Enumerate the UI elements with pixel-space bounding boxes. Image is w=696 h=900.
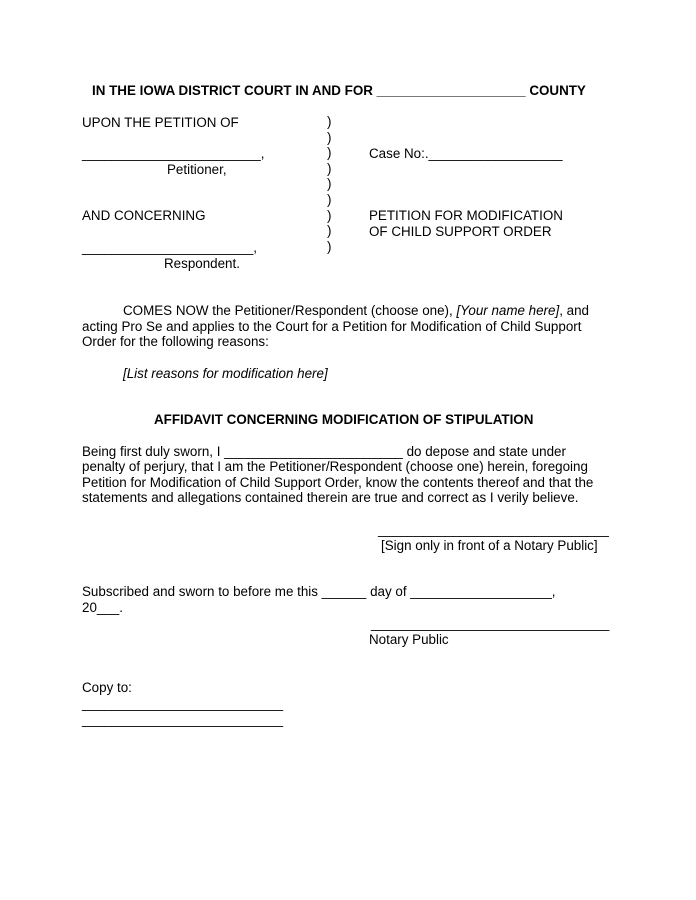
- comes-now-line-3: Order for the following reasons:: [82, 334, 269, 349]
- affidavit-line-4: statements and allegations contained therein are true and correct as I verily believe.: [82, 490, 579, 505]
- affidavit-line-1: Being first duly sworn, I ________________________ do depose and state under: [82, 444, 566, 459]
- comes-now-and: , and: [559, 303, 589, 318]
- respondent-label: Respondent.: [164, 256, 240, 271]
- document-title-line-2: OF CHILD SUPPORT ORDER: [369, 224, 552, 239]
- subscribed-line-1: Subscribed and sworn to before me this ______ day of ___________________,: [82, 584, 556, 599]
- comes-now-text: COMES NOW the Petitioner/Respondent (choose one),: [123, 303, 453, 318]
- signature-label: [Sign only in front of a Notary Public]: [381, 538, 598, 553]
- copy-to-line-1[interactable]: ___________________________: [82, 696, 284, 711]
- comes-now-line-1: [123, 303, 589, 319]
- copy-to-label: Copy to:: [82, 680, 132, 695]
- and-concerning-label: AND CONCERNING: [82, 208, 206, 223]
- reasons-placeholder[interactable]: [List reasons for modification here]: [123, 366, 328, 381]
- petitioner-name-line[interactable]: ________________________,: [82, 146, 265, 161]
- affidavit-line-3: Petition for Modification of Child Support Order, know the contents thereof and that the: [82, 475, 594, 490]
- caption-parentheses: ) ) ) ) ) ) ) ) ): [327, 114, 332, 254]
- signature-line[interactable]: _______________________________: [378, 522, 609, 537]
- upon-petition-label: UPON THE PETITION OF: [82, 115, 239, 130]
- case-number-field[interactable]: Case No:.__________________: [369, 146, 563, 161]
- document-title-line-1: PETITION FOR MODIFICATION: [369, 208, 563, 223]
- copy-to-line-2[interactable]: ___________________________: [82, 712, 284, 727]
- notary-signature-line[interactable]: ________________________________: [371, 616, 610, 631]
- subscribed-line-2: 20___.: [82, 600, 123, 615]
- court-header-title: IN THE IOWA DISTRICT COURT IN AND FOR ____________________ COUNTY: [92, 83, 586, 98]
- affidavit-line-2: penalty of perjury, that I am the Petitioner/Respondent (choose one) herein, foregoing: [82, 459, 588, 474]
- comes-now-line-2: acting Pro Se and applies to the Court for a Petition for Modification of Child Support: [82, 319, 582, 334]
- your-name-placeholder[interactable]: [Your name here]: [456, 303, 560, 318]
- respondent-name-line[interactable]: _______________________,: [82, 240, 258, 255]
- notary-public-label: Notary Public: [369, 632, 449, 647]
- petitioner-label: Petitioner,: [167, 162, 227, 177]
- affidavit-heading: AFFIDAVIT CONCERNING MODIFICATION OF STIPULATION: [154, 412, 534, 427]
